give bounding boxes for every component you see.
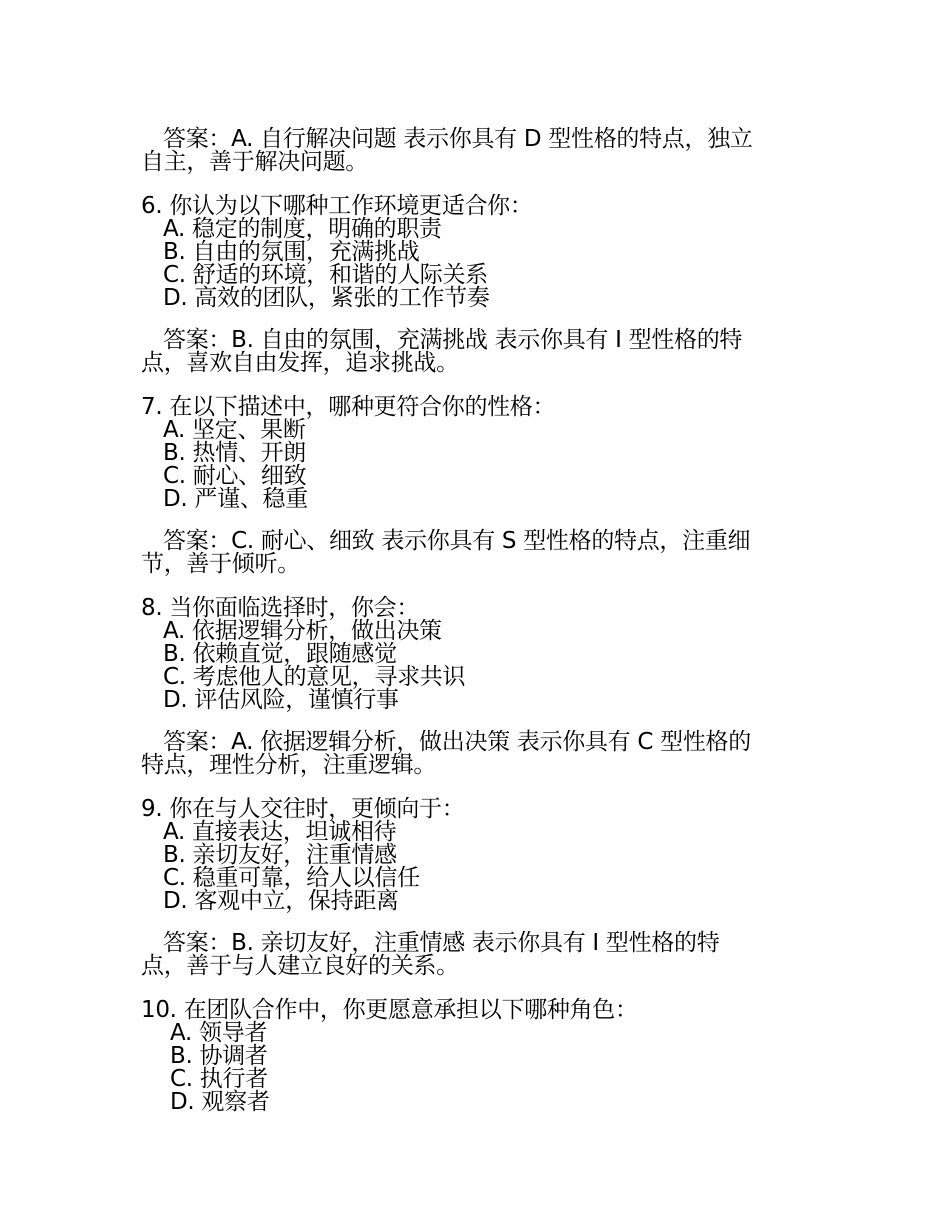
option-d: D. 观察者 (170, 1089, 270, 1115)
option-list (141, 620, 821, 712)
option-c: C. 执行者 (170, 1066, 268, 1092)
option-b: B. 协调者 (170, 1043, 268, 1069)
answer-line: 答案：B. 亲切友好，注重情感 表示你具有 I 型性格的特 (163, 930, 720, 956)
question-text: 7. 在以下描述中，哪种更符合你的性格： (141, 394, 556, 420)
answer-8 (141, 731, 821, 777)
option-list (141, 419, 821, 511)
option-d: D. 严谨、稳重 (163, 486, 308, 512)
option-c: C. 考虑他人的意见，寻求共识 (163, 664, 466, 690)
option-c: C. 耐心、细致 (163, 463, 307, 489)
option-a: A. 稳定的制度，明确的职责 (163, 216, 442, 242)
option-b: B. 热情、开朗 (163, 440, 307, 466)
question-text: 6. 你认为以下哪种工作环境更适合你： (141, 193, 533, 219)
option-c: C. 稳重可靠，给人以信任 (163, 865, 420, 891)
option-a: A. 依据逻辑分析，做出决策 (163, 618, 442, 644)
option-list (141, 821, 821, 913)
answer-line: 特点，理性分析，注重逻辑。 (141, 752, 437, 778)
answer-9 (141, 932, 821, 978)
option-b: B. 依赖直觉，跟随感觉 (163, 641, 397, 667)
document-page (141, 128, 821, 1133)
option-a: A. 直接表达，坦诚相待 (163, 819, 397, 845)
answer-line: 节，善于倾听。 (141, 551, 300, 577)
option-a: A. 坚定、果断 (163, 417, 306, 443)
question-8 (141, 597, 821, 712)
answer-6 (141, 329, 821, 375)
answer-5 (141, 128, 821, 174)
answer-line: 点，善于与人建立良好的关系。 (141, 953, 459, 979)
option-list (141, 218, 821, 310)
question-text: 10. 在团队合作中，你更愿意承担以下哪种角色： (141, 997, 638, 1023)
option-c: C. 舒适的环境，和谐的人际关系 (163, 262, 488, 288)
question-text: 9. 你在与人交往时，更倾向于： (141, 796, 465, 822)
option-list (141, 1022, 821, 1114)
answer-line: 自主，善于解决问题。 (141, 149, 369, 175)
option-a: A. 领导者 (170, 1020, 268, 1046)
option-d: D. 高效的团队，紧张的工作节奏 (163, 285, 490, 311)
answer-7 (141, 530, 821, 576)
option-d: D. 评估风险，谨慎行事 (163, 687, 399, 713)
option-d: D. 客观中立，保持距离 (163, 888, 399, 914)
answer-line: 答案：A. 依据逻辑分析，做出决策 表示你具有 C 型性格的 (163, 729, 751, 755)
answer-line: 点，喜欢自由发挥，追求挑战。 (141, 350, 459, 376)
question-text: 8. 当你面临选择时，你会： (141, 595, 420, 621)
answer-line: 答案：A. 自行解决问题 表示你具有 D 型性格的特点，独立 (163, 126, 753, 152)
answer-line: 答案：C. 耐心、细致 表示你具有 S 型性格的特点，注重细 (163, 528, 751, 554)
question-7 (141, 396, 821, 511)
question-9 (141, 798, 821, 913)
option-b: B. 亲切友好，注重情感 (163, 842, 397, 868)
question-10 (141, 999, 821, 1114)
option-b: B. 自由的氛围，充满挑战 (163, 239, 420, 265)
answer-line: 答案：B. 自由的氛围，充满挑战 表示你具有 I 型性格的特 (163, 327, 743, 353)
question-6 (141, 195, 821, 310)
